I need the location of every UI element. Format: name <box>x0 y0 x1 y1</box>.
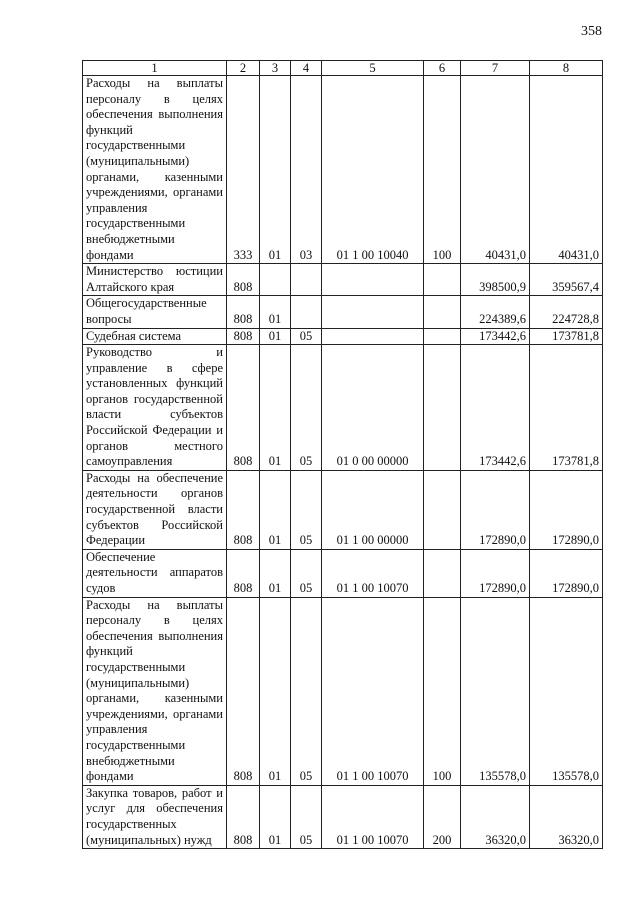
cell-section: 01 <box>260 345 291 471</box>
cell-subsection <box>291 264 322 296</box>
column-header: 4 <box>291 61 322 76</box>
column-header: 8 <box>530 61 603 76</box>
cell-amount-1: 172890,0 <box>461 470 530 549</box>
row-name: Расходы на выплаты персоналу в целях обеспечения выполнения функций государственными (муниципальными) органами, казенными учреждениями, органами управления государственными внебюджетными фондами <box>83 76 227 264</box>
table-header-row <box>83 61 603 76</box>
budget-table <box>82 60 603 849</box>
cell-section: 01 <box>260 328 291 345</box>
cell-expense-type: 100 <box>424 76 461 264</box>
cell-section: 01 <box>260 76 291 264</box>
cell-subsection: 05 <box>291 328 322 345</box>
cell-administrator: 808 <box>227 470 260 549</box>
cell-subsection: 05 <box>291 549 322 597</box>
cell-administrator: 808 <box>227 549 260 597</box>
table-row <box>83 328 603 345</box>
column-header: 5 <box>322 61 424 76</box>
column-header: 3 <box>260 61 291 76</box>
cell-administrator: 808 <box>227 296 260 328</box>
cell-section: 01 <box>260 470 291 549</box>
cell-target-article: 01 1 00 00000 <box>322 470 424 549</box>
cell-subsection: 05 <box>291 345 322 471</box>
cell-subsection: 05 <box>291 785 322 848</box>
row-name: Расходы на выплаты персоналу в целях обеспечения выполнения функций государственными (муниципальными) органами, казенными учреждениями, органами управления государственными внебюджетными фондами <box>83 597 227 785</box>
cell-amount-2: 172890,0 <box>530 549 603 597</box>
table-row <box>83 785 603 848</box>
row-name: Обеспечение деятельности аппаратов судов <box>83 549 227 597</box>
cell-target-article <box>322 296 424 328</box>
cell-amount-1: 40431,0 <box>461 76 530 264</box>
cell-target-article: 01 1 00 10040 <box>322 76 424 264</box>
cell-target-article: 01 1 00 10070 <box>322 549 424 597</box>
cell-target-article: 01 1 00 10070 <box>322 597 424 785</box>
cell-section: 01 <box>260 549 291 597</box>
column-header: 6 <box>424 61 461 76</box>
row-name: Общегосударственные вопросы <box>83 296 227 328</box>
cell-administrator: 808 <box>227 597 260 785</box>
cell-subsection: 05 <box>291 597 322 785</box>
cell-expense-type <box>424 345 461 471</box>
row-name: Расходы на обеспечение деятельности органов государственной власти субъектов Российской Федерации <box>83 470 227 549</box>
cell-section: 01 <box>260 296 291 328</box>
cell-amount-1: 36320,0 <box>461 785 530 848</box>
cell-expense-type <box>424 328 461 345</box>
row-name: Министерство юстиции Алтайского края <box>83 264 227 296</box>
cell-amount-1: 173442,6 <box>461 328 530 345</box>
cell-administrator: 808 <box>227 345 260 471</box>
cell-expense-type <box>424 296 461 328</box>
column-header: 1 <box>83 61 227 76</box>
table-row <box>83 597 603 785</box>
cell-amount-2: 172890,0 <box>530 470 603 549</box>
cell-expense-type <box>424 549 461 597</box>
page-number: 358 <box>581 24 602 39</box>
cell-subsection: 05 <box>291 470 322 549</box>
cell-target-article: 01 0 00 00000 <box>322 345 424 471</box>
row-name: Руководство и управление в сфере установленных функций органов государственной власти субъектов Российской Федерации и органов местного самоуправления <box>83 345 227 471</box>
cell-amount-2: 224728,8 <box>530 296 603 328</box>
cell-expense-type <box>424 470 461 549</box>
cell-target-article <box>322 328 424 345</box>
cell-section: 01 <box>260 785 291 848</box>
cell-section <box>260 264 291 296</box>
cell-subsection <box>291 296 322 328</box>
cell-subsection: 03 <box>291 76 322 264</box>
column-header: 7 <box>461 61 530 76</box>
cell-expense-type: 200 <box>424 785 461 848</box>
table-row <box>83 345 603 471</box>
cell-amount-2: 36320,0 <box>530 785 603 848</box>
table-row <box>83 264 603 296</box>
cell-target-article: 01 1 00 10070 <box>322 785 424 848</box>
cell-amount-2: 135578,0 <box>530 597 603 785</box>
cell-section: 01 <box>260 597 291 785</box>
cell-amount-2: 40431,0 <box>530 76 603 264</box>
cell-amount-2: 173781,8 <box>530 345 603 471</box>
table-row <box>83 76 603 264</box>
cell-administrator: 808 <box>227 264 260 296</box>
cell-amount-1: 173442,6 <box>461 345 530 471</box>
cell-amount-2: 173781,8 <box>530 328 603 345</box>
column-header: 2 <box>227 61 260 76</box>
cell-amount-1: 398500,9 <box>461 264 530 296</box>
cell-expense-type: 100 <box>424 597 461 785</box>
table-row <box>83 470 603 549</box>
cell-target-article <box>322 264 424 296</box>
cell-amount-2: 359567,4 <box>530 264 603 296</box>
row-name: Закупка товаров, работ и услуг для обеспечения государственных (муниципальных) нужд <box>83 785 227 848</box>
cell-administrator: 333 <box>227 76 260 264</box>
table-row <box>83 296 603 328</box>
cell-administrator: 808 <box>227 328 260 345</box>
cell-amount-1: 135578,0 <box>461 597 530 785</box>
row-name: Судебная система <box>83 328 227 345</box>
cell-administrator: 808 <box>227 785 260 848</box>
cell-amount-1: 172890,0 <box>461 549 530 597</box>
cell-expense-type <box>424 264 461 296</box>
table-row <box>83 549 603 597</box>
cell-amount-1: 224389,6 <box>461 296 530 328</box>
